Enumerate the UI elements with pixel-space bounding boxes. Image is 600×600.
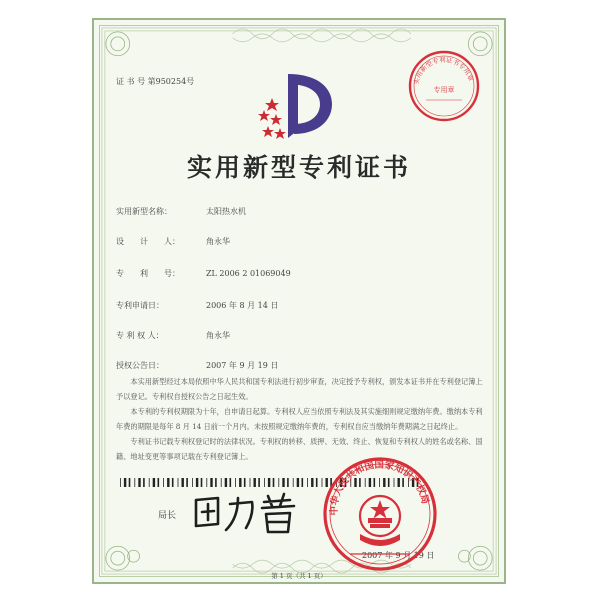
barcode-bar (124, 478, 126, 487)
barcode-bar (158, 478, 160, 487)
sipo-logo-icon (258, 68, 338, 140)
field-label: 专 利 权 人： (116, 331, 164, 340)
barcode-bar (311, 478, 313, 487)
barcode-bar (221, 478, 222, 487)
field-value: 太阳热水机 (206, 207, 246, 216)
field-label: 授权公告日： (116, 361, 164, 370)
barcode-bar (273, 478, 275, 487)
body-paragraph: 本实用新型经过本局依照中华人民共和国专利法进行初步审查，决定授予专利权，颁发本证书并在专利登记簿上予以登记。专利权自授权公告之日起生效。 (116, 377, 483, 401)
barcode-bar (264, 478, 265, 487)
page-number: 第 1 页（共 1 页） (271, 572, 327, 580)
field-value: 角永华 (206, 331, 230, 340)
page-title: 实用新型专利证书 (186, 153, 411, 182)
field-patentee (116, 330, 230, 341)
barcode-bar (134, 478, 135, 487)
body-paragraph: 专利证书记载专利权登记时的法律状况。专利权的转移、质押、无效、终止、恢复和专利权人的姓名或名称、国籍、地址变更等事项记载在专利登记簿上。 (116, 437, 483, 461)
svg-text:实用新型专利证书专用章: 实用新型专利证书专用章 (412, 55, 475, 86)
director-signature (190, 492, 300, 536)
barcode-bar (186, 478, 188, 487)
barcode-bar (163, 478, 164, 487)
barcode-bar (302, 478, 304, 487)
field-value: 2007 年 9 月 19 日 (206, 361, 279, 370)
certificate-body-text (116, 374, 488, 464)
barcode-bar (210, 478, 212, 487)
barcode-bar (167, 478, 169, 487)
barcode-bar (287, 478, 289, 487)
barcode-bar (182, 478, 184, 487)
barcode-bar (239, 478, 241, 487)
svg-text:中华人民共和国国家知识产权局: 中华人民共和国国家知识产权局 (328, 459, 431, 516)
barcode-bar (129, 478, 131, 487)
barcode-bar (225, 478, 227, 487)
barcode-bar (278, 478, 279, 487)
field-value: 2006 年 8 月 14 日 (206, 301, 279, 310)
field-label: 设 计 人： (116, 237, 180, 246)
national-ip-office-seal (320, 454, 440, 574)
barcode-bar (120, 478, 121, 487)
signature-date: 2007 年 9 月 19 日 (362, 551, 435, 560)
barcode-bar (196, 478, 198, 487)
barcode-bar (230, 478, 232, 487)
barcode-bar (235, 478, 236, 487)
barcode-bar (206, 478, 207, 487)
barcode-bar (250, 478, 251, 487)
field-patent-number (116, 268, 291, 279)
field-value: 角永华 (206, 237, 230, 246)
body-paragraph: 本专利的专利权期限为十年，自申请日起算。专利权人应当依照专利法及其实施细则规定缴纳年费。缴纳本专利年费的期限是每年 8 月 14 日前一个月内。未按照规定缴纳年费的，专利权自应当缴纳年费期满之日起终止。 (116, 407, 483, 431)
barcode-bar (254, 478, 256, 487)
barcode-bar (307, 478, 308, 487)
field-utility-model-name (116, 206, 246, 217)
barcode-bar (293, 478, 294, 487)
barcode-bar (297, 478, 299, 487)
barcode-bar (201, 478, 203, 487)
field-label: 专 利 号： (116, 269, 180, 278)
barcode-bar (178, 478, 179, 487)
field-grant-date (116, 360, 278, 371)
field-label: 实用新型名称： (116, 207, 172, 216)
barcode-bar (192, 478, 193, 487)
barcode-bar (153, 478, 155, 487)
director-label: 局长 (158, 511, 177, 521)
barcode-bar (268, 478, 270, 487)
barcode-bar (172, 478, 174, 487)
barcode-bar (282, 478, 284, 487)
certificate-number: 证 书 号 第950254号 (116, 77, 195, 86)
barcode-bar (244, 478, 246, 487)
special-seal-stamp (406, 48, 482, 124)
barcode-bar (258, 478, 260, 487)
barcode-bar (215, 478, 217, 487)
barcode-bar (138, 478, 140, 487)
barcode-bar (316, 478, 318, 487)
field-label: 专利申请日： (116, 301, 164, 310)
field-application-date (116, 300, 278, 311)
barcode-bar (143, 478, 145, 487)
field-designer (116, 236, 230, 247)
svg-text:专用章: 专用章 (433, 86, 455, 94)
barcode-bar (149, 478, 150, 487)
certificate (92, 18, 506, 584)
field-value: ZL 2006 2 01069049 (206, 269, 291, 278)
